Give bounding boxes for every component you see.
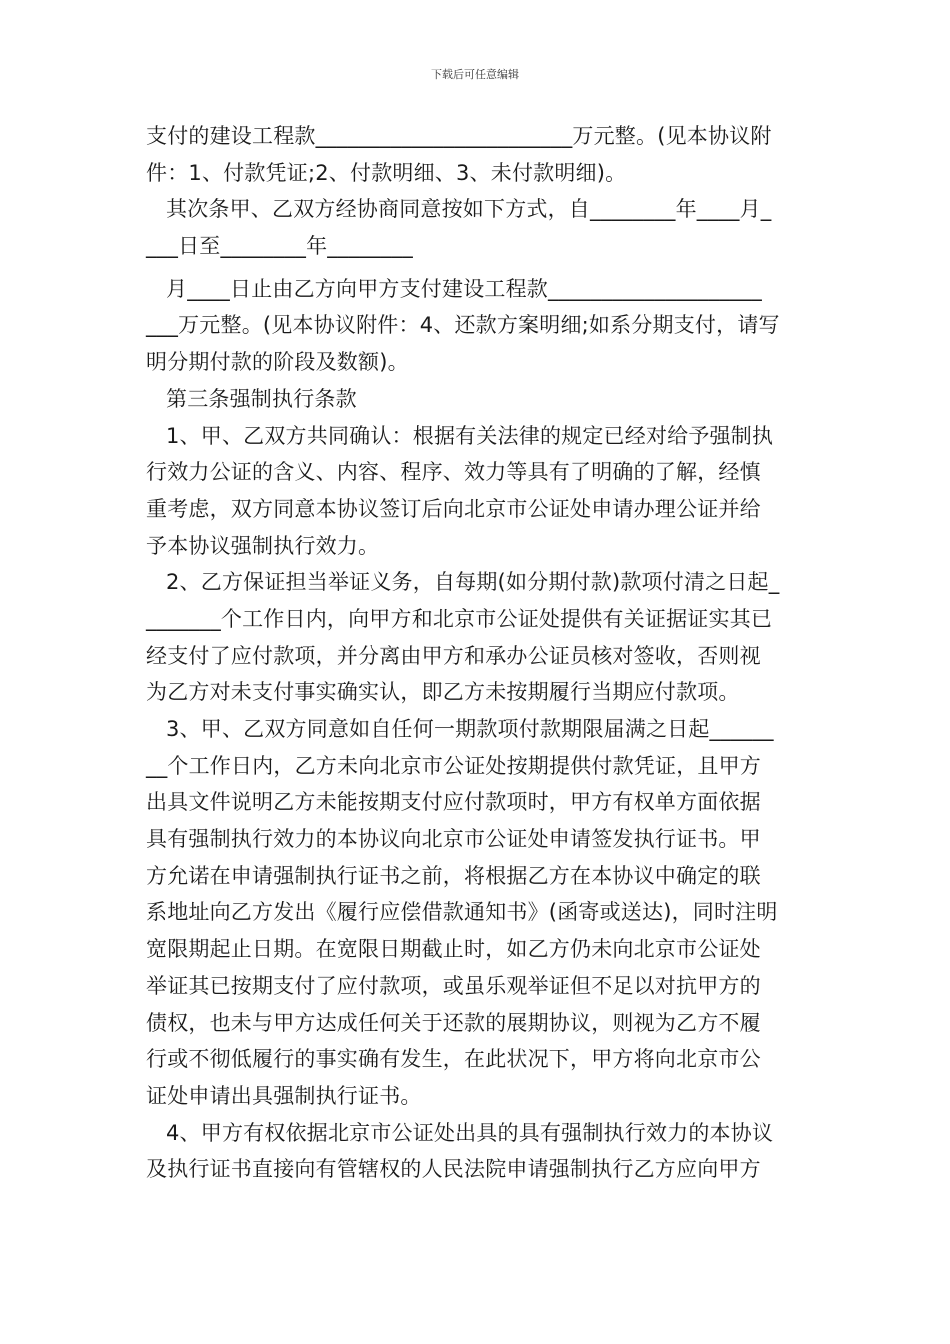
text-line: 重考虑，双方同意本协议签订后向北京市公证处申请办理公证并给 bbox=[146, 496, 761, 521]
text-line: 举证其已按期支付了应付款项，或虽乐观举证但不足以对抗甲方的 bbox=[146, 973, 761, 998]
text-line: 具有强制执行效力的本协议向北京市公证处申请签发执行证书。甲 bbox=[146, 827, 761, 852]
header-note: 下载后可任意编辑 bbox=[431, 68, 519, 81]
text-line: 1、甲、乙双方共同确认：根据有关法律的规定已经对给予强制执 bbox=[166, 423, 774, 448]
text-line: 经支付了应付款项，并分离由甲方和承办公证员核对签收，否则视 bbox=[146, 643, 761, 668]
text-line: 系地址向乙方发出《履行应偿借款通知书》(函寄或送达)，同时注明 bbox=[146, 900, 778, 925]
text-line: 4、甲方有权依据北京市公证处出具的具有强制执行效力的本协议 bbox=[166, 1120, 774, 1145]
text-line: 支付的建设工程款________________________万元整。(见本协议附 bbox=[146, 124, 772, 148]
text-line: 方允诺在申请强制执行证书之前，将根据乙方在本协议中确定的联 bbox=[146, 863, 761, 888]
text-line: 宽限期起止日期。在宽限日期截止时，如乙方仍未向北京市公证处 bbox=[146, 937, 761, 962]
section-heading: 第三条强制执行条款 bbox=[166, 386, 357, 411]
document-body bbox=[146, 118, 806, 1188]
text-line: 予本协议强制执行效力。 bbox=[146, 533, 380, 558]
text-line: 其次条甲、乙双方经协商同意按如下方式，自________年____月_ bbox=[166, 197, 772, 222]
text-line: 件：1、付款凭证;2、付款明细、3、未付款明细)。 bbox=[146, 160, 627, 185]
text-line: 为乙方对未支付事实确实认，即乙方未按期履行当期应付款项。 bbox=[146, 680, 740, 705]
text-line: 证处申请出具强制执行证书。 bbox=[146, 1083, 422, 1108]
text-line: 行效力公证的含义、内容、程序、效力等具有了明确的了解，经慎 bbox=[146, 460, 761, 485]
text-line: 债权，也未与甲方达成任何关于还款的展期协议，则视为乙方不履 bbox=[146, 1010, 761, 1035]
text-line: __个工作日内，乙方未向北京市公证处按期提供付款凭证，且甲方 bbox=[146, 753, 761, 778]
text-line: ___万元整。(见本协议附件：4、还款方案明细;如系分期支付，请写 bbox=[146, 313, 780, 338]
text-line: 明分期付款的阶段及数额)。 bbox=[146, 350, 409, 375]
text-line: 出具文件说明乙方未能按期支付应付款项时，甲方有权单方面依据 bbox=[146, 790, 761, 815]
text-line: 及执行证书直接向有管辖权的人民法院申请强制执行乙方应向甲方 bbox=[146, 1157, 761, 1182]
text-line: 2、乙方保证担当举证义务，自每期(如分期付款)款项付清之日起_ bbox=[166, 570, 780, 595]
text-line: 月____日止由乙方向甲方支付建设工程款____________________ bbox=[166, 276, 762, 301]
text-line: _______个工作日内，向甲方和北京市公证处提供有关证据证实其已 bbox=[146, 606, 773, 631]
text-line: 3、甲、乙双方同意如自任何一期款项付款期限届满之日起______ bbox=[166, 717, 774, 741]
text-line: ___日至________年________ bbox=[146, 234, 413, 259]
text-line: 行或不彻低履行的事实确有发生，在此状况下，甲方将向北京市公 bbox=[146, 1047, 761, 1072]
